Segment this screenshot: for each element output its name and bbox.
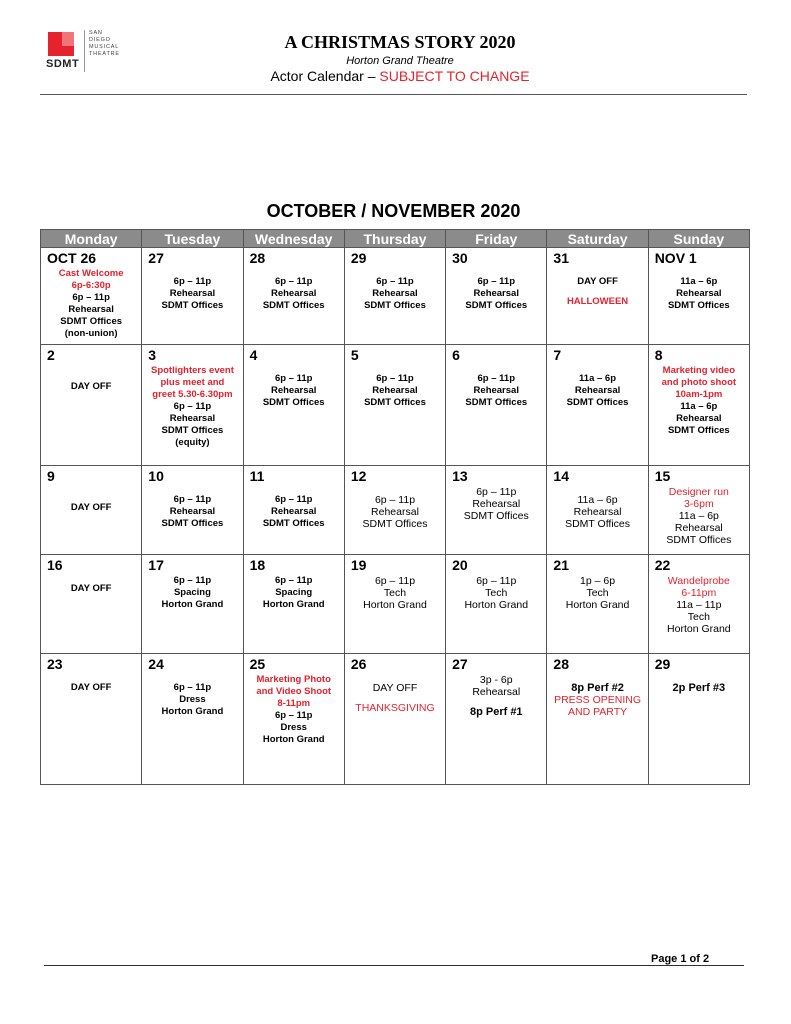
schedule-line: 6p – 11p: [173, 575, 212, 586]
schedule-line: SDMT Offices: [161, 425, 224, 436]
schedule-line: Rehearsal: [270, 288, 317, 299]
calendar-day-cell: [547, 345, 648, 466]
schedule-line: SDMT Offices: [362, 518, 428, 530]
page-number: Page 1 of 2: [651, 953, 710, 965]
schedule-line: [449, 365, 543, 373]
schedule-line: 2p Perf #3: [672, 682, 726, 694]
calendar-day-cell: [142, 466, 243, 555]
schedule-line: Marketing video: [662, 365, 735, 376]
day-number: OCT 26: [47, 250, 97, 266]
schedule-line: DAY OFF: [577, 276, 618, 287]
schedule-line: [550, 288, 644, 296]
day-number: 22: [654, 557, 671, 573]
calendar-week-row: [41, 466, 750, 555]
schedule-line: THANKSGIVING: [355, 702, 435, 714]
calendar-day-cell: [648, 466, 749, 555]
schedule-line: PRESS OPENING: [554, 694, 642, 706]
schedule-line: [348, 268, 442, 276]
day-number: 29: [350, 250, 367, 266]
schedule-line: [449, 698, 543, 706]
schedule-line: SDMT Offices: [463, 510, 529, 522]
schedule-line: [44, 494, 138, 502]
calendar-day-cell: [547, 555, 648, 654]
day-schedule: [142, 363, 242, 449]
day-number: 26: [350, 656, 367, 672]
calendar-day-cell: [142, 654, 243, 785]
calendar-day-cell: [41, 654, 142, 785]
schedule-line: 3p - 6p: [479, 674, 513, 686]
header-divider: [40, 94, 747, 95]
calendar-day-cell: [547, 654, 648, 785]
day-schedule: [41, 573, 141, 595]
schedule-line: 8p Perf #2: [571, 682, 624, 694]
calendar-day-cell: [142, 555, 243, 654]
calendar-day-cell: [344, 466, 445, 555]
calendar-label: Actor Calendar –: [270, 68, 376, 84]
day-schedule: [446, 266, 546, 312]
day-number: 11: [249, 468, 265, 484]
calendar-label-line: [150, 68, 650, 85]
schedule-line: SDMT Offices: [667, 300, 730, 311]
document-title: A CHRISTMAS STORY 2020: [284, 32, 516, 52]
schedule-line: 6p – 11p: [274, 373, 313, 384]
schedule-line: 11a – 6p: [579, 373, 617, 384]
schedule-line: Horton Grand: [161, 599, 224, 610]
day-schedule: [142, 484, 242, 530]
day-schedule: [142, 266, 242, 312]
document-header: [150, 32, 650, 85]
change-notice: SUBJECT TO CHANGE: [379, 68, 530, 84]
schedule-line: 6p – 11p: [477, 373, 516, 384]
schedule-line: [145, 486, 239, 494]
schedule-line: Spotlighters event: [150, 365, 234, 376]
calendar-day-cell: [344, 345, 445, 466]
schedule-line: [550, 486, 644, 494]
calendar-day-cell: [142, 248, 243, 345]
calendar-day-cell: [547, 466, 648, 555]
calendar-day-cell: [446, 555, 547, 654]
schedule-line: 6p – 11p: [173, 494, 212, 505]
schedule-line: Rehearsal: [68, 304, 114, 315]
day-schedule: [649, 484, 749, 546]
day-number: 8: [654, 347, 663, 363]
schedule-line: [550, 365, 644, 373]
schedule-line: SDMT Offices: [566, 397, 629, 408]
schedule-line: 3-6pm: [683, 498, 714, 510]
schedule-line: and Video Shoot: [256, 686, 332, 697]
schedule-line: 6p – 11p: [374, 494, 416, 506]
schedule-line: Horton Grand: [262, 734, 325, 745]
weekday-header: Friday: [446, 230, 547, 248]
calendar-day-cell: [446, 345, 547, 466]
schedule-line: greet 5.30-6.30pm: [152, 389, 233, 400]
schedule-line: Rehearsal: [676, 288, 722, 299]
schedule-line: 6p – 11p: [274, 710, 313, 721]
schedule-line: 6p – 11p: [173, 276, 212, 287]
schedule-line: plus meet and: [160, 377, 225, 388]
schedule-line: Tech: [383, 587, 407, 599]
calendar-day-cell: [243, 555, 344, 654]
day-schedule: [345, 363, 445, 409]
day-schedule: [345, 266, 445, 312]
day-number: 30: [452, 250, 468, 266]
calendar-day-cell: [243, 248, 344, 345]
calendar-day-cell: [344, 654, 445, 785]
schedule-line: 6p – 11p: [274, 276, 313, 287]
schedule-line: Dress: [179, 694, 206, 705]
day-schedule: [547, 672, 647, 718]
day-number: 14: [553, 468, 569, 484]
schedule-line: 6p – 11p: [274, 575, 313, 586]
schedule-line: DAY OFF: [70, 583, 112, 594]
schedule-line: Rehearsal: [472, 686, 521, 698]
schedule-line: Rehearsal: [372, 385, 418, 396]
day-number: 16: [47, 557, 63, 573]
schedule-line: 6p – 11p: [376, 276, 414, 287]
schedule-line: [44, 674, 138, 682]
logo-word: SAN: [89, 30, 103, 36]
schedule-line: Marketing Photo: [256, 674, 331, 685]
schedule-line: Spacing: [173, 587, 211, 598]
day-schedule: [142, 672, 242, 718]
day-schedule: [446, 672, 546, 718]
schedule-line: SDMT Offices: [565, 518, 631, 530]
day-schedule: [41, 266, 141, 340]
schedule-line: Rehearsal: [473, 288, 519, 299]
schedule-line: [145, 674, 239, 682]
day-number: 2: [47, 347, 55, 363]
schedule-line: Tech: [586, 587, 609, 599]
schedule-line: 10am-1pm: [675, 389, 723, 400]
calendar-day-cell: [344, 555, 445, 654]
schedule-line: 1p – 6p: [580, 575, 616, 587]
calendar-day-cell: [142, 345, 243, 466]
calendar-day-cell: [446, 654, 547, 785]
schedule-line: SDMT Offices: [60, 316, 123, 327]
schedule-line: 6p – 11p: [173, 401, 212, 412]
schedule-line: 6p-6:30p: [71, 280, 111, 291]
day-number: 27: [148, 250, 164, 266]
schedule-line: (equity): [175, 437, 210, 448]
day-number: NOV 1: [654, 250, 697, 266]
schedule-line: [44, 373, 138, 381]
schedule-line: SDMT Offices: [262, 518, 325, 529]
schedule-line: 6-11pm: [681, 587, 717, 599]
schedule-line: SDMT Offices: [262, 300, 325, 311]
logo-mark-highlight: [62, 32, 74, 46]
schedule-line: Rehearsal: [573, 506, 622, 518]
schedule-line: 11a – 6p: [577, 494, 618, 506]
logo-word: MUSICAL: [89, 44, 120, 50]
schedule-line: [652, 674, 746, 682]
schedule-line: SDMT Offices: [666, 534, 732, 546]
schedule-line: Horton Grand: [464, 599, 529, 611]
schedule-line: Horton Grand: [262, 599, 325, 610]
schedule-line: SDMT Offices: [161, 518, 224, 529]
weekday-header: Thursday: [344, 230, 445, 248]
calendar-day-cell: [41, 555, 142, 654]
schedule-line: SDMT Offices: [465, 397, 528, 408]
schedule-line: Rehearsal: [169, 506, 216, 517]
day-number: 23: [47, 656, 63, 672]
schedule-line: Dress: [280, 722, 307, 733]
calendar-day-cell: [446, 466, 547, 555]
day-schedule: [345, 573, 445, 611]
calendar-week-row: [41, 555, 750, 654]
venue-name: Horton Grand Theatre: [346, 55, 454, 67]
schedule-line: DAY OFF: [372, 682, 418, 694]
day-number: 24: [148, 656, 164, 672]
calendar-day-cell: [243, 466, 344, 555]
schedule-line: 11a – 11p: [676, 599, 722, 611]
sdmt-logo: [46, 30, 136, 70]
month-title: OCTOBER / NOVEMBER 2020: [266, 201, 521, 221]
calendar-week-row: [41, 345, 750, 466]
schedule-line: Designer run: [668, 486, 729, 498]
schedule-line: Spacing: [275, 587, 313, 598]
schedule-line: Wandelprobe: [667, 575, 730, 587]
schedule-line: Rehearsal: [473, 385, 519, 396]
weekday-header: Tuesday: [142, 230, 243, 248]
day-schedule: [345, 484, 445, 530]
day-number: 28: [249, 250, 266, 266]
schedule-line: Rehearsal: [371, 506, 419, 518]
logo-words: [89, 30, 120, 58]
schedule-line: Horton Grand: [667, 623, 731, 635]
logo-divider: [84, 30, 85, 72]
schedule-line: 8-11pm: [277, 698, 311, 709]
calendar-day-cell: [41, 345, 142, 466]
day-number: 25: [249, 656, 266, 672]
schedule-line: SDMT Offices: [364, 397, 426, 408]
day-number: 10: [148, 468, 164, 484]
schedule-line: 8p Perf #1: [469, 706, 523, 718]
day-number: 21: [553, 557, 569, 573]
schedule-line: Rehearsal: [574, 385, 621, 396]
calendar-week-row: [41, 248, 750, 345]
schedule-line: HALLOWEEN: [566, 296, 629, 307]
day-schedule: [649, 266, 749, 312]
schedule-line: [247, 268, 341, 276]
schedule-line: [348, 694, 442, 702]
schedule-line: [44, 575, 138, 583]
calendar-grid: [40, 229, 750, 785]
day-number: 9: [47, 468, 55, 484]
calendar-day-cell: [547, 248, 648, 345]
day-number: 20: [452, 557, 468, 573]
schedule-line: SDMT Offices: [364, 300, 426, 311]
schedule-line: 6p – 11p: [376, 373, 414, 384]
day-schedule: [244, 363, 344, 409]
schedule-line: [247, 486, 341, 494]
schedule-line: Rehearsal: [674, 522, 723, 534]
schedule-line: 6p – 11p: [72, 292, 110, 303]
schedule-line: Rehearsal: [472, 498, 521, 510]
day-schedule: [244, 672, 344, 746]
schedule-line: [44, 486, 138, 494]
day-number: 31: [553, 250, 569, 266]
day-schedule: [649, 672, 749, 694]
schedule-line: (non-union): [64, 328, 118, 339]
day-number: 5: [350, 347, 359, 363]
schedule-line: [247, 365, 341, 373]
schedule-line: SDMT Offices: [667, 425, 730, 436]
day-schedule: [547, 484, 647, 530]
day-schedule: [446, 484, 546, 522]
weekday-header-row: [41, 230, 750, 248]
schedule-line: 6p – 11p: [374, 575, 416, 587]
schedule-line: Tech: [687, 611, 710, 623]
schedule-line: and photo shoot: [661, 377, 737, 388]
day-schedule: [142, 573, 242, 611]
schedule-line: SDMT Offices: [465, 300, 528, 311]
day-schedule: [244, 266, 344, 312]
schedule-line: Rehearsal: [372, 288, 418, 299]
calendar-day-cell: [41, 248, 142, 345]
calendar-week-row: [41, 654, 750, 785]
schedule-line: Horton Grand: [363, 599, 427, 611]
schedule-line: Cast Welcome: [58, 268, 124, 279]
schedule-line: Tech: [485, 587, 508, 599]
schedule-line: Rehearsal: [169, 288, 216, 299]
schedule-line: Rehearsal: [270, 385, 317, 396]
day-schedule: [244, 484, 344, 530]
day-schedule: [41, 484, 141, 514]
day-schedule: [41, 363, 141, 393]
day-schedule: [345, 672, 445, 714]
day-schedule: [649, 363, 749, 437]
calendar-body: [41, 248, 750, 785]
schedule-line: [550, 268, 644, 276]
day-number: 17: [148, 557, 164, 573]
weekday-header: Saturday: [547, 230, 648, 248]
schedule-line: [348, 674, 442, 682]
day-schedule: [649, 573, 749, 635]
day-number: 15: [654, 468, 671, 484]
schedule-line: 6p – 11p: [274, 494, 313, 505]
schedule-line: AND PARTY: [567, 706, 628, 718]
schedule-line: [550, 674, 644, 682]
calendar-day-cell: [243, 654, 344, 785]
calendar-day-cell: [243, 345, 344, 466]
weekday-header: Sunday: [648, 230, 749, 248]
schedule-line: DAY OFF: [70, 682, 112, 693]
logo-word: THEATRE: [89, 51, 120, 57]
day-number: 12: [350, 468, 367, 484]
calendar-day-cell: [344, 248, 445, 345]
schedule-line: Rehearsal: [169, 413, 216, 424]
day-number: 19: [350, 557, 367, 573]
day-number: 3: [148, 347, 157, 363]
day-schedule: [446, 363, 546, 409]
schedule-line: 6p – 11p: [173, 682, 212, 693]
calendar-day-cell: [648, 248, 749, 345]
day-number: 18: [249, 557, 266, 573]
logo-word: DIEGO: [89, 37, 111, 43]
day-number: 27: [452, 656, 468, 672]
schedule-line: Rehearsal: [676, 413, 722, 424]
day-number: 29: [654, 656, 671, 672]
day-number: 4: [249, 347, 258, 363]
day-schedule: [244, 573, 344, 611]
schedule-line: [145, 268, 239, 276]
day-schedule: [547, 573, 647, 611]
schedule-line: Rehearsal: [270, 506, 317, 517]
schedule-line: SDMT Offices: [262, 397, 325, 408]
calendar-day-cell: [648, 654, 749, 785]
day-schedule: [41, 672, 141, 694]
calendar-day-cell: [446, 248, 547, 345]
schedule-line: [44, 365, 138, 373]
schedule-line: [348, 486, 442, 494]
schedule-line: 6p – 11p: [477, 276, 516, 287]
calendar-day-cell: [41, 466, 142, 555]
schedule-line: 11a – 6p: [678, 510, 719, 522]
schedule-line: 11a – 6p: [680, 276, 718, 287]
footer-divider: [44, 965, 744, 966]
logo-text: SDMT: [46, 58, 80, 70]
weekday-header: Wednesday: [243, 230, 344, 248]
schedule-line: DAY OFF: [70, 381, 112, 392]
weekday-header: Monday: [41, 230, 142, 248]
schedule-line: 11a – 6p: [680, 401, 718, 412]
schedule-line: 6p – 11p: [476, 486, 517, 498]
day-number: 28: [553, 656, 569, 672]
schedule-line: [449, 268, 543, 276]
day-schedule: [446, 573, 546, 611]
calendar-day-cell: [648, 555, 749, 654]
day-number: 6: [452, 347, 460, 363]
schedule-line: Horton Grand: [161, 706, 224, 717]
schedule-line: [348, 365, 442, 373]
day-schedule: [547, 363, 647, 409]
day-number: 13: [452, 468, 468, 484]
schedule-line: DAY OFF: [70, 502, 112, 513]
calendar-day-cell: [648, 345, 749, 466]
schedule-line: SDMT Offices: [161, 300, 224, 311]
schedule-line: 6p – 11p: [476, 575, 517, 587]
schedule-line: [652, 268, 746, 276]
day-number: 7: [553, 347, 562, 363]
schedule-line: Horton Grand: [565, 599, 630, 611]
day-schedule: [547, 266, 647, 308]
